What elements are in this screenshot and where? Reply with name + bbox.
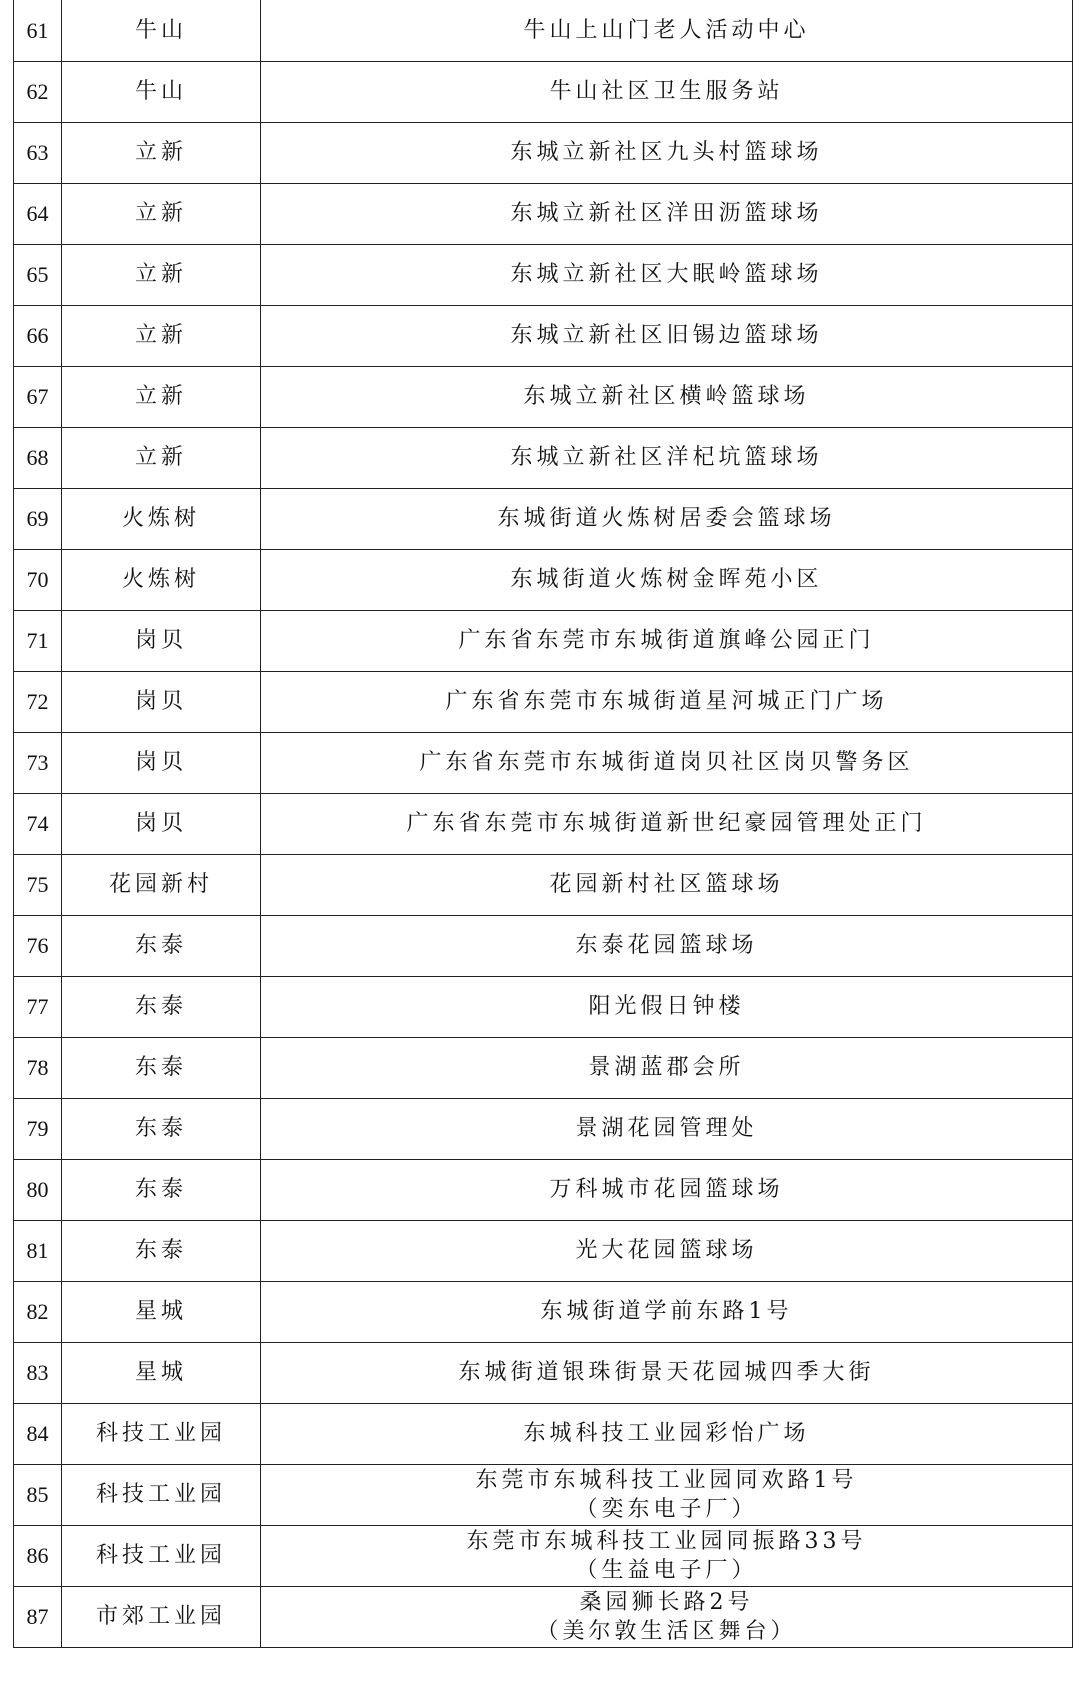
community-cell: 花园新村 [62, 855, 261, 916]
table-row [14, 1221, 1073, 1282]
table-row [14, 0, 1073, 62]
table-row [14, 489, 1073, 550]
community-cell: 科技工业园 [62, 1465, 261, 1526]
community-cell: 星城 [62, 1282, 261, 1343]
location-cell: 牛山社区卫生服务站 [261, 62, 1073, 123]
location-text: 桑园狮长路2号 [579, 1590, 754, 1615]
row-number-cell: 63 [14, 123, 62, 184]
community-cell: 岗贝 [62, 611, 261, 672]
location-cell: 东城街道学前东路1号 [261, 1282, 1073, 1343]
table-row [14, 733, 1073, 794]
table-row [14, 367, 1073, 428]
table-row [14, 794, 1073, 855]
row-number-cell: 61 [14, 0, 62, 62]
row-number-cell: 69 [14, 489, 62, 550]
location-cell: 广东省东莞市东城街道旗峰公园正门 [261, 611, 1073, 672]
row-number-cell: 65 [14, 245, 62, 306]
table-row [14, 428, 1073, 489]
table-row [14, 1526, 1073, 1587]
table-row [14, 672, 1073, 733]
location-cell: 东城立新社区洋田沥篮球场 [261, 184, 1073, 245]
row-number-cell: 80 [14, 1160, 62, 1221]
community-cell: 东泰 [62, 977, 261, 1038]
location-cell: 东城街道火炼树居委会篮球场 [261, 489, 1073, 550]
location-text: 东莞市东城科技工业园同振路33号 [466, 1529, 867, 1554]
table-row [14, 855, 1073, 916]
location-cell: 花园新村社区篮球场 [261, 855, 1073, 916]
table-row [14, 184, 1073, 245]
table-row [14, 1465, 1073, 1526]
table-row [14, 1099, 1073, 1160]
location-cell [261, 1465, 1073, 1526]
location-cell [261, 1587, 1073, 1648]
community-cell: 东泰 [62, 1099, 261, 1160]
table-row [14, 977, 1073, 1038]
row-number-cell: 82 [14, 1282, 62, 1343]
row-number-cell: 79 [14, 1099, 62, 1160]
row-number-cell: 86 [14, 1526, 62, 1587]
row-number-cell: 78 [14, 1038, 62, 1099]
community-cell: 岗贝 [62, 672, 261, 733]
location-cell: 东城科技工业园彩怡广场 [261, 1404, 1073, 1465]
row-number-cell: 70 [14, 550, 62, 611]
location-text: 东莞市东城科技工业园同欢路1号 [475, 1468, 858, 1493]
table-row [14, 1587, 1073, 1648]
community-cell: 立新 [62, 123, 261, 184]
location-cell: 东泰花园篮球场 [261, 916, 1073, 977]
community-cell: 火炼树 [62, 550, 261, 611]
table-row [14, 123, 1073, 184]
row-number-cell: 68 [14, 428, 62, 489]
table-row [14, 550, 1073, 611]
table-row [14, 306, 1073, 367]
community-cell: 立新 [62, 184, 261, 245]
row-number-cell: 77 [14, 977, 62, 1038]
community-cell: 科技工业园 [62, 1404, 261, 1465]
location-cell: 广东省东莞市东城街道新世纪豪园管理处正门 [261, 794, 1073, 855]
location-cell: 东城街道银珠街景天花园城四季大街 [261, 1343, 1073, 1404]
community-cell: 立新 [62, 245, 261, 306]
row-number-cell: 81 [14, 1221, 62, 1282]
community-cell: 东泰 [62, 1038, 261, 1099]
table-row [14, 611, 1073, 672]
community-cell: 东泰 [62, 916, 261, 977]
location-cell: 景湖蓝郡会所 [261, 1038, 1073, 1099]
row-number-cell: 87 [14, 1587, 62, 1648]
row-number-cell: 66 [14, 306, 62, 367]
location-cell: 东城立新社区洋杞坑篮球场 [261, 428, 1073, 489]
location-cell: 东城立新社区九头村篮球场 [261, 123, 1073, 184]
venue-table-body [14, 0, 1073, 1648]
community-cell: 立新 [62, 367, 261, 428]
community-cell: 立新 [62, 428, 261, 489]
table-row [14, 1160, 1073, 1221]
community-cell: 星城 [62, 1343, 261, 1404]
table-row [14, 245, 1073, 306]
row-number-cell: 71 [14, 611, 62, 672]
community-cell: 立新 [62, 306, 261, 367]
community-cell: 东泰 [62, 1221, 261, 1282]
community-cell: 牛山 [62, 62, 261, 123]
row-number-cell: 85 [14, 1465, 62, 1526]
table-row [14, 1343, 1073, 1404]
location-cell: 景湖花园管理处 [261, 1099, 1073, 1160]
location-cell: 东城街道火炼树金晖苑小区 [261, 550, 1073, 611]
location-cell: 广东省东莞市东城街道星河城正门广场 [261, 672, 1073, 733]
row-number-cell: 83 [14, 1343, 62, 1404]
table-row [14, 62, 1073, 123]
location-note: （奕东电子厂） [575, 1497, 758, 1522]
row-number-cell: 74 [14, 794, 62, 855]
row-number-cell: 62 [14, 62, 62, 123]
location-cell: 光大花园篮球场 [261, 1221, 1073, 1282]
row-number-cell: 64 [14, 184, 62, 245]
row-number-cell: 84 [14, 1404, 62, 1465]
row-number-cell: 75 [14, 855, 62, 916]
location-cell: 阳光假日钟楼 [261, 977, 1073, 1038]
community-cell: 岗贝 [62, 733, 261, 794]
community-cell: 牛山 [62, 0, 261, 62]
location-cell: 东城立新社区大眠岭篮球场 [261, 245, 1073, 306]
community-cell: 火炼树 [62, 489, 261, 550]
location-cell [261, 1526, 1073, 1587]
location-note: （美尔敦生活区舞台） [536, 1619, 797, 1644]
location-cell: 东城立新社区横岭篮球场 [261, 367, 1073, 428]
community-cell: 市郊工业园 [62, 1587, 261, 1648]
location-cell: 广东省东莞市东城街道岗贝社区岗贝警务区 [261, 733, 1073, 794]
community-cell: 岗贝 [62, 794, 261, 855]
row-number-cell: 72 [14, 672, 62, 733]
table-row [14, 1404, 1073, 1465]
table-row [14, 1038, 1073, 1099]
venue-table [13, 0, 1073, 1648]
table-row [14, 1282, 1073, 1343]
table-row [14, 916, 1073, 977]
location-cell: 万科城市花园篮球场 [261, 1160, 1073, 1221]
location-cell: 牛山上山门老人活动中心 [261, 0, 1073, 62]
community-cell: 东泰 [62, 1160, 261, 1221]
location-cell: 东城立新社区旧锡边篮球场 [261, 306, 1073, 367]
community-cell: 科技工业园 [62, 1526, 261, 1587]
row-number-cell: 76 [14, 916, 62, 977]
location-note: （生益电子厂） [575, 1558, 758, 1583]
row-number-cell: 67 [14, 367, 62, 428]
row-number-cell: 73 [14, 733, 62, 794]
